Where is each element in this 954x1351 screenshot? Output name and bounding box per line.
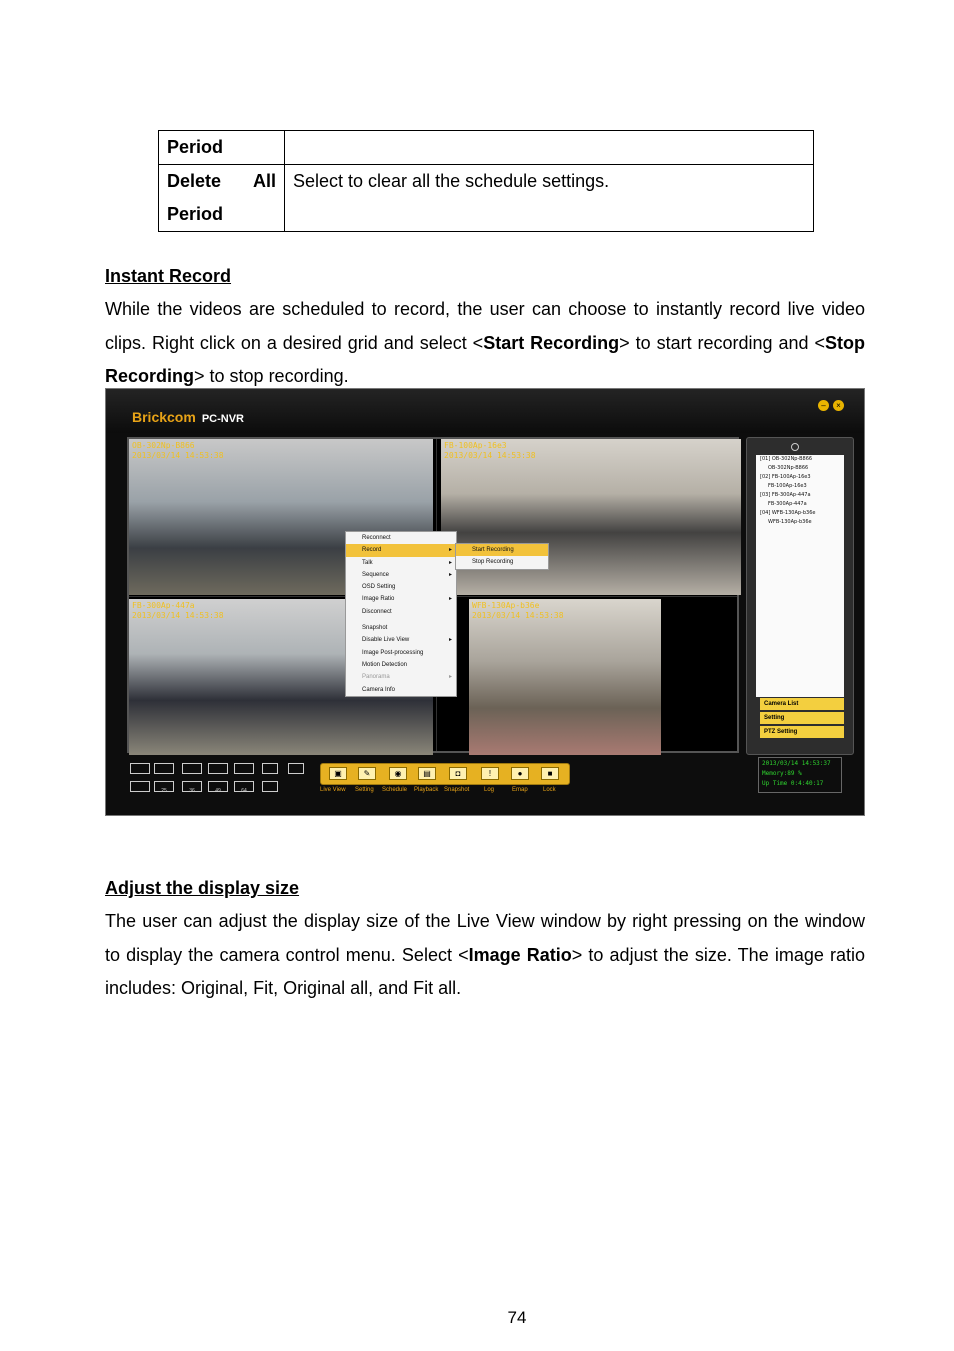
page-number: 74 [507, 1308, 527, 1327]
menu-item-motion-detection[interactable]: Motion Detection [362, 661, 408, 668]
log-icon[interactable]: ! [481, 767, 499, 780]
status-panel [758, 757, 842, 793]
menu-item-image-ratio[interactable]: Image Ratio ▸ [346, 593, 456, 605]
side-panel [746, 437, 854, 755]
fullscreen-icon[interactable] [262, 763, 278, 774]
table-cell-label: Period [159, 131, 285, 165]
camera-list-item[interactable]: [04] WFB-130Ap-b36e [760, 510, 816, 516]
chevron-right-icon: ▸ [448, 547, 452, 554]
status-time: 2013/03/14 14:53:37 [762, 760, 831, 767]
emap-icon[interactable]: ● [511, 767, 529, 780]
toolbar-label: Lock [543, 787, 556, 793]
main-toolbar [320, 763, 570, 785]
toolbar-label: Schedule [382, 787, 408, 793]
menu-item-snapshot[interactable]: Snapshot [362, 625, 388, 632]
layout-49-icon[interactable]: 49 [208, 781, 228, 792]
title-bar [106, 389, 864, 433]
refresh-icon[interactable] [262, 781, 278, 792]
table-row [159, 131, 814, 165]
menu-item-disconnect[interactable]: Disconnect [362, 608, 392, 615]
search-icon[interactable] [791, 443, 799, 451]
layout-36-icon[interactable]: 36 [182, 781, 202, 792]
snapshot-icon[interactable]: ◘ [449, 767, 467, 780]
layout-64-icon[interactable]: 64 [234, 781, 254, 792]
table-cell-desc [285, 131, 814, 165]
menu-item-reconnect[interactable]: Reconnect [362, 535, 391, 541]
camera-view[interactable] [469, 599, 661, 755]
camera-view[interactable] [441, 439, 741, 595]
camera-list-item[interactable]: [03] FB-300Ap-447a [760, 492, 811, 498]
video-grid[interactable] [127, 437, 739, 753]
layout-4-icon[interactable] [130, 763, 150, 774]
menu-item-talk[interactable]: Talk ▸ [346, 557, 456, 569]
menu-item-camera-info[interactable]: Camera Info [362, 686, 396, 693]
window-icon[interactable] [288, 763, 304, 774]
layout-9-icon[interactable] [154, 763, 174, 774]
lock-icon[interactable]: ■ [541, 767, 559, 780]
menu-item-start-recording[interactable]: Start Recording [456, 544, 548, 556]
camera-list-subitem[interactable]: FB-100Ap-16e3 [768, 483, 807, 489]
menu-item-osd-setting[interactable]: OSD Setting [362, 584, 396, 591]
playback-icon[interactable]: ▤ [418, 767, 436, 780]
camera-list-item[interactable]: [01] OB-302Np-B866 [760, 456, 813, 462]
camera-list [756, 455, 844, 697]
status-memory: Memory:89 % [762, 770, 802, 777]
minimize-icon[interactable]: – [818, 400, 829, 411]
toolbar-label: Snapshot [444, 787, 470, 793]
pc-nvr-screenshot [105, 388, 865, 816]
toolbar-label: Setting [355, 787, 374, 793]
schedule-icon[interactable]: ◉ [389, 767, 407, 780]
layout-16-icon[interactable] [182, 763, 202, 774]
ptz-setting-button[interactable]: PTZ Setting [760, 726, 844, 738]
table-row [159, 165, 814, 232]
menu-item-panorama[interactable]: Panorama ▸ [346, 671, 456, 683]
camera-list-subitem[interactable]: WFB-130Ap-b36e [768, 519, 812, 525]
section-paragraph: While the videos are scheduled to record, the user can choose to instantly record live video clips. Right click on a desired grid and select <Start Recording> to start recording and <Stop Recording> to stop recording. [105, 299, 865, 386]
chevron-right-icon: ▸ [448, 637, 452, 644]
toolbar-label: Live View [320, 787, 346, 793]
menu-item-sequence[interactable]: Sequence ▸ [346, 569, 456, 581]
camera-list-subitem[interactable]: FB-300Ap-447a [768, 501, 807, 507]
chevron-right-icon: ▸ [448, 571, 452, 578]
camera-label: FB-100Ap-16e3 2013/03/14 14:53:38 [444, 441, 536, 460]
toolbar-label: Playback [414, 787, 439, 793]
record-submenu [455, 543, 549, 570]
camera-label: FB-300Ap-447a 2013/03/14 14:53:38 [132, 601, 224, 620]
section-heading: Instant Record [105, 266, 232, 286]
camera-list-item[interactable]: [02] FB-100Ap-16e3 [760, 474, 811, 480]
brand-logo: Brickcom PC-NVR [132, 409, 244, 425]
menu-item-record[interactable]: Record ▸ [346, 544, 456, 556]
menu-item-image-post-processing[interactable]: Image Post-processing [362, 649, 424, 656]
camera-label: WFB-130Ap-b36e 2013/03/14 14:53:38 [472, 601, 564, 620]
camera-list-subitem[interactable]: OB-302Np-B866 [768, 465, 809, 471]
context-menu [345, 531, 457, 697]
layout-custom2-icon[interactable] [234, 763, 254, 774]
menu-item-stop-recording[interactable]: Stop Recording [472, 559, 514, 566]
toolbar-label: Emap [512, 787, 528, 793]
close-icon[interactable]: × [833, 400, 844, 411]
section-paragraph: The user can adjust the display size of the Live View window by right pressing on the window to display the camera control menu. Select <Image Ratio> to adjust the size. The image ratio includes: Original, Fit, Original all, and Fit all. [105, 911, 866, 998]
camera-list-button[interactable]: Camera List [760, 698, 844, 710]
table-cell-label: Delete All Period [159, 165, 285, 232]
layout-list-icon[interactable] [130, 781, 150, 792]
table-cell-desc: Select to clear all the schedule settings. [285, 165, 814, 232]
toolbar-label: Log [484, 787, 495, 793]
layout-custom-icon[interactable] [208, 763, 228, 774]
chevron-right-icon: ▸ [448, 596, 452, 603]
menu-item-disable-live-view[interactable]: Disable Live View ▸ [346, 634, 456, 646]
camera-label: OB-302Np-B866 2013/03/14 14:53:38 [132, 441, 224, 460]
setting-button[interactable]: Setting [760, 712, 844, 724]
live-view-icon[interactable]: ▣ [329, 767, 347, 780]
status-uptime: Up Time 0:4:40:17 [762, 780, 824, 787]
chevron-right-icon: ▸ [448, 674, 452, 681]
settings-table [158, 130, 814, 232]
layout-25-icon[interactable]: 25 [154, 781, 174, 792]
section-heading: Adjust the display size [105, 878, 300, 898]
chevron-right-icon: ▸ [448, 559, 452, 566]
wrench-icon[interactable]: ✎ [358, 767, 376, 780]
